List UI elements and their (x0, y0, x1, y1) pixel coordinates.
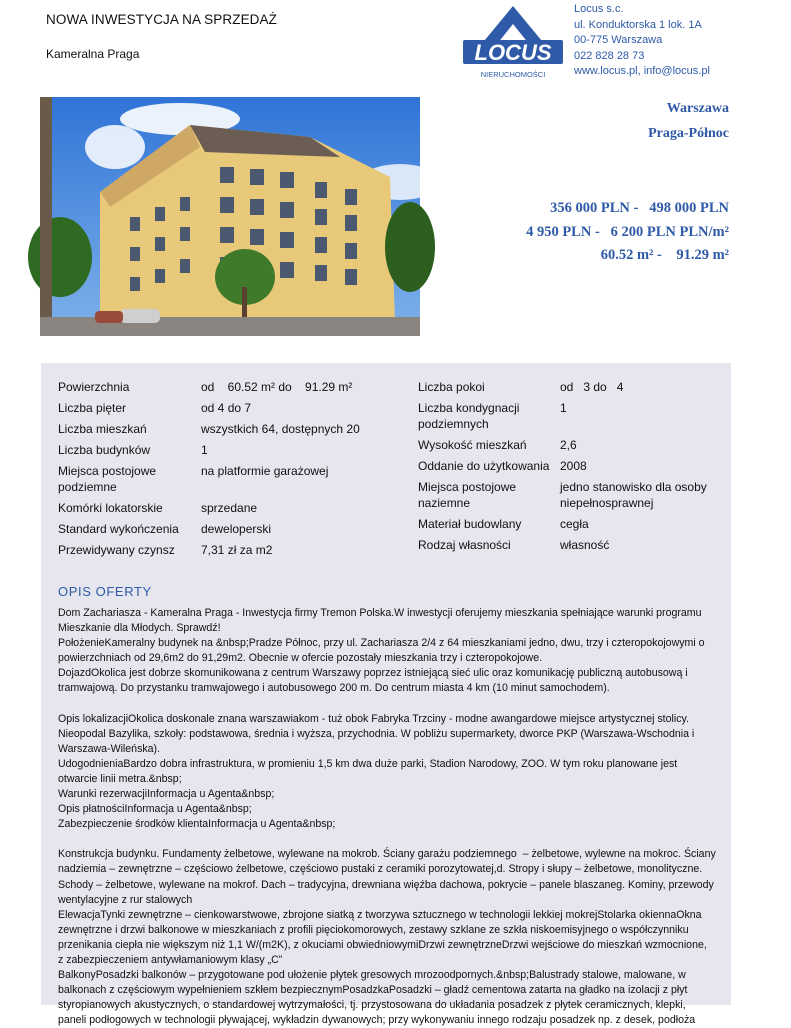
detail-label: Materiał budowlany (418, 517, 522, 531)
area-range: 60.52 m² - 91.29 m² (600, 247, 729, 263)
contact-block (574, 2, 710, 80)
price-range: 356 000 PLN - 498 000 PLN (550, 200, 729, 216)
page-title: NOWA INWESTYCJA NA SPRZEDAŻ (46, 12, 277, 27)
detail-label: Przewidywany czynsz (58, 543, 175, 557)
logo-text: LOCUS (474, 40, 552, 65)
investment-name: Kameralna Praga (46, 47, 140, 61)
detail-value: od 3 do 4 (560, 380, 624, 394)
company-city: 00-775 Warszawa (574, 34, 663, 47)
price-per-m2-range: 4 950 PLN - 6 200 PLN PLN/m² (526, 224, 729, 240)
detail-label: Liczba budynków (58, 443, 151, 457)
detail-value: cegła (560, 517, 589, 531)
description-paragraph: Dom Zachariasza - Kameralna Praga - Inwestycja firmy Tremon Polska.W inwestycji oferujemy mieszkania spełniające warunki programu Mieszkanie dla Młodych. Sprawdź! PołożenieKameralny budynek na &nbsp;Pradze Północ, przy ul. Zachariasza 2/4 z 64 mieszkaniami jedno, dwu, trzy i czteropokojowymi o powierzchniach od 29,6m2 do 91,29m2. Obecnie w ofercie pozostały mieszkania trzy i czteropokojowe. DojazdOkolica jest dobrze skomunikowana z centrum Warszawy poprzez istniejącą sieć ulic oraz komunikację publiczną autobusową i tramwajową. Do przystanku tramwajowego i autobusowego 200 m. Do centrum miasta 4 km (10 minut samochodem). (58, 607, 705, 695)
detail-value: na platformie garażowej (201, 464, 329, 478)
detail-label: Liczba mieszkań (58, 422, 147, 436)
detail-value: 1 (560, 401, 567, 415)
company-phone: 022 828 28 73 (574, 49, 645, 62)
detail-value: od 4 do 7 (201, 401, 252, 415)
detail-value: deweloperski (201, 522, 272, 536)
detail-value: 7,31 zł za m2 (201, 543, 273, 557)
paragraph-gap (58, 832, 720, 847)
details-panel (41, 363, 731, 1027)
detail-label: Wysokość mieszkań (418, 438, 527, 452)
detail-value: jedno stanowisko dla osoby niepełnosprawnej (560, 480, 707, 510)
detail-label: Oddanie do użytkowania (418, 459, 550, 473)
description-paragraph: Opis lokalizacjiOkolica doskonale znana warszawiakom - tuż obok Fabryka Trzciny - modne awangardowe miejsce artystycznej stolicy. Nieopodal Bazylika, szkoły: podstawowa, średnia i wyższa, przychodnia. W pobliżu supermarkety, dworce PKP (Warszawa-Wschodnia i Warszawa-Wileńska). UdogodnieniaBardzo dobra infrastruktura, w promieniu 1,5 km dwa duże parki, Stadion Narodowy, ZOO. W tym roku planowane jest otwarcie linii metra.&nbsp; Warunki rezerwacjiInformacja u Agenta&nbsp; Opis płatnościInformacja u Agenta&nbsp; Zabezpieczenie środków klientaInformacja u Agenta&nbsp; (58, 712, 695, 831)
detail-label: Liczba pokoi (418, 380, 485, 394)
detail-label: Standard wykończenia (58, 522, 179, 536)
paragraph-gap (58, 697, 720, 712)
detail-value: sprzedane (201, 501, 258, 515)
detail-label: Liczba pięter (58, 401, 127, 415)
detail-label: Komórki lokatorskie (58, 501, 163, 515)
description-heading: OPIS OFERTY (58, 584, 152, 599)
detail-label: Miejsca postojowe naziemne (418, 480, 517, 510)
logo-tagline: NIERUCHOMOŚCI (480, 70, 546, 79)
detail-label: Liczba kondygnacji podziemnych (418, 401, 520, 431)
detail-value: wszystkich 64, dostępnych 20 (201, 422, 360, 436)
detail-label: Powierzchnia (58, 380, 130, 394)
company-street: ul. Konduktorska 1 lok. 1A (574, 18, 702, 31)
detail-value: własność (560, 538, 610, 552)
detail-label: Miejsca postojowe podziemne (58, 464, 157, 494)
company-web[interactable]: www.locus.pl, info@locus.pl (574, 65, 710, 78)
detail-value: 2008 (560, 459, 587, 473)
location-district: Praga-Północ (648, 126, 729, 141)
description-paragraph: Konstrukcja budynku. Fundamenty żelbetowe, wylewane na mokrob. Ściany garażu podziemnego – żelbetowe, wylewne na mokroc. Ściany nadziemia – zewnętrzne – częściowo żelbetowe, częściowo pustaki z ceramiki porozytowatej,d. Stropy i słupy – żelbetowe, monolityczne. Schody – żelbetowe, wylewane na mokrof. Dach – tradycyjna, drewniana więźba dachowa, pokrycie – panele blaszaneg. Kominy, przewody wentylacyjne z rur stalowych ElewacjaTynki zewnętrzne – cienkowarstwowe, zbrojone siatką z tworzywa sztucznego w technologii lekkiej mokrejStolarka okiennaOkna zewnętrzne i drzwi balkonowe w mieszkaniach z profili pięciokomorowych, zestawy szklane ze szkła niskoemisyjnego o współczynniku przenikania ciepła nie większym niż 1,1 W/(m2K), z okuciami obwiedniowymiDrzwi zewnętrzneDrzwi wejściowe do mieszkań wzmocnione, z zabezpieczeniem antywłamaniowym klasy „C” BalkonyPosadzki balkonów – przygotowane pod ułożenie płytek gresowych mrozoodpornych.&nbsp;Balustrady stalowe, malowane, w balkonach z częściowym wypełnieniem szkłem bezpiecznymPosadzkaPosadzki – gładź cementowa zatarta na gładko na izolacji z płyt styropianowych akustycznych, o standardowej wytrzymałości, tj. przystosowana do układania posadzek z płytek ceramicznych, klepki, paneli podłogowych w technologii pływającej, wykładzin dywanowych; przy wykonywaniu innego rodzaju posadzek np. z desek, podłoża (58, 848, 716, 1027)
location-city: Warszawa (666, 101, 729, 116)
detail-label: Rodzaj własności (418, 538, 511, 552)
locus-logo (459, 2, 567, 82)
company-name: Locus s.c. (574, 3, 624, 15)
detail-value: od 60.52 m² do 91.29 m² (201, 380, 353, 394)
detail-value: 1 (201, 443, 208, 457)
detail-value: 2,6 (560, 438, 577, 452)
building-photo (40, 97, 420, 336)
description-body (58, 606, 720, 1028)
